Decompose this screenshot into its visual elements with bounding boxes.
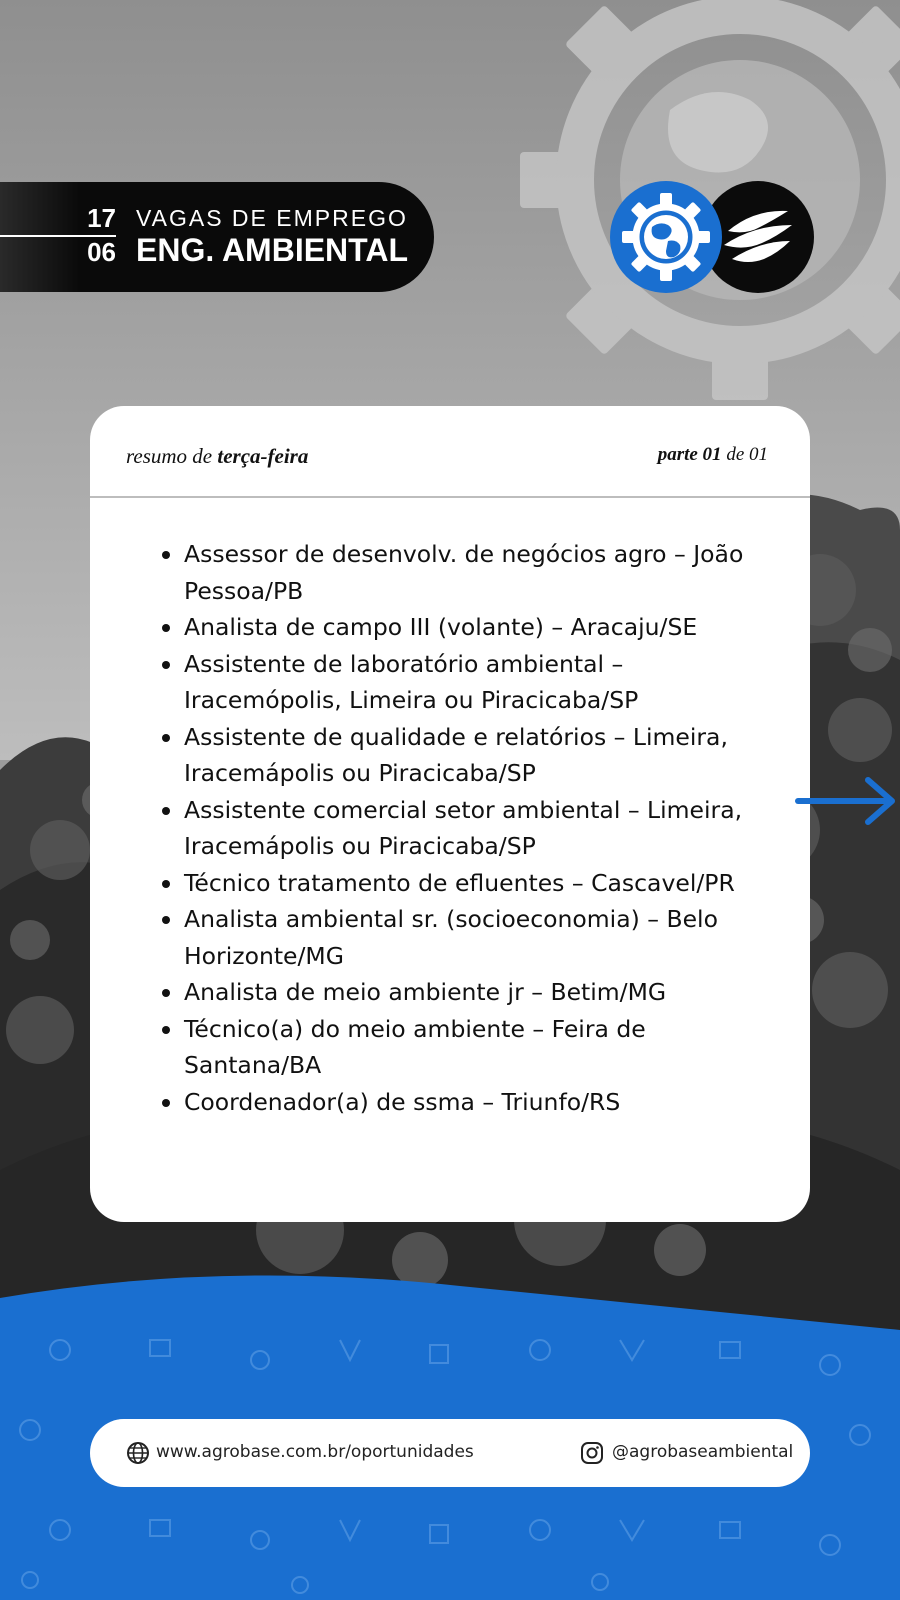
job-item: Assessor de desenvolv. de negócios agro – João Pessoa/PB [184, 536, 784, 609]
header-subtitle: VAGAS DE EMPREGO [136, 205, 408, 231]
instagram-icon [580, 1441, 604, 1465]
job-item: Assistente comercial setor ambiental – Limeira, Iracemápolis ou Piracicaba/SP [184, 792, 784, 865]
header-title: ENG. AMBIENTAL [136, 232, 408, 268]
job-item: Analista de campo III (volante) – Aracaju/SE [184, 609, 784, 646]
part-number: parte 01 [657, 444, 722, 465]
website-link[interactable]: www.agrobase.com.br/oportunidades [156, 1442, 474, 1462]
card-header [90, 406, 810, 498]
header-banner [0, 182, 434, 292]
date-day: 17 [87, 203, 116, 233]
instagram-handle[interactable]: @agrobaseambiental [612, 1442, 794, 1462]
summary-prefix: resumo de [126, 444, 218, 468]
date-month: 06 [87, 237, 116, 267]
job-item: Técnico(a) do meio ambiente – Feira de Santana/BA [184, 1011, 784, 1084]
summary-label [126, 444, 308, 469]
card-divider [90, 496, 810, 498]
footer-links [90, 1419, 810, 1487]
globe-gear-icon [610, 181, 722, 293]
job-item: Assistente de laboratório ambiental – Iracemópolis, Limeira ou Piracicaba/SP [184, 646, 784, 719]
job-summary-card [90, 406, 810, 1222]
job-item: Técnico tratamento de efluentes – Cascavel/PR [184, 865, 784, 902]
job-item: Assistente de qualidade e relatórios – Limeira, Iracemápolis ou Piracicaba/SP [184, 719, 784, 792]
globe-icon [126, 1441, 150, 1465]
globe-gear-logo [610, 181, 722, 293]
summary-day: terça-feira [217, 444, 309, 468]
job-item: Analista ambiental sr. (socioeconomia) – Belo Horizonte/MG [184, 901, 784, 974]
job-list [184, 536, 784, 1120]
part-total: de 01 [721, 444, 768, 465]
part-label [658, 444, 768, 466]
header-fade [0, 182, 80, 292]
arrow-right-icon[interactable] [794, 776, 900, 826]
job-item: Coordenador(a) de ssma – Triunfo/RS [184, 1084, 784, 1121]
job-item: Analista de meio ambiente jr – Betim/MG [184, 974, 784, 1011]
